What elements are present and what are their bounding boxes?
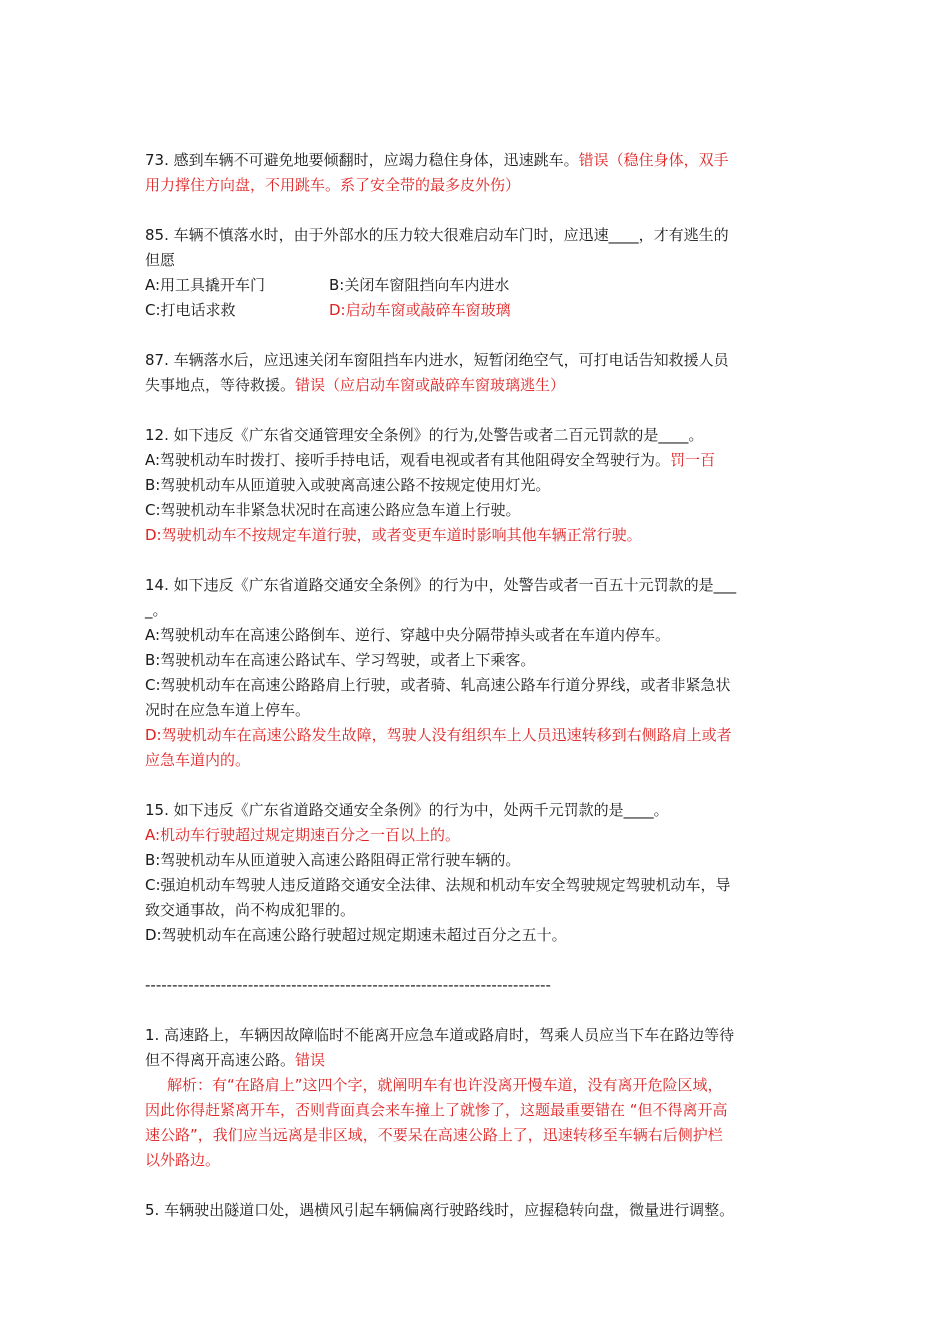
- question-stem-continuation: [145, 1048, 815, 1073]
- question-stem: 87. 车辆落水后，应迅速关闭车窗阻挡车内进水，短暂闭绝空气，可打电话告知救援人员: [145, 351, 729, 369]
- question-85: [145, 223, 815, 323]
- document-content: [145, 148, 815, 1248]
- answer-text: 错误（应启动车窗或敲碎车窗玻璃逃生）: [295, 376, 566, 394]
- option-c-continuation: 致交通事故，尚不构成犯罪的。: [145, 901, 356, 919]
- question-stem: 5. 车辆驶出隧道口处，遇横风引起车辆偏离行驶路线时，应握稳转向盘，微量进行调整。: [145, 1201, 735, 1219]
- option-b: B:驾驶机动车在高速公路试车、学习驾驶，或者上下乘客。: [145, 651, 536, 669]
- question-text: [145, 148, 815, 173]
- option-d: D:驾驶机动车在高速公路行驶超过规定期速未超过百分之五十。: [145, 926, 567, 944]
- question-text: 但不得离开高速公路。: [145, 1051, 296, 1069]
- option-b: B:驾驶机动车从匝道驶入或驶离高速公路不按规定使用灯光。: [145, 476, 551, 494]
- option-a-correct: A:机动车行驶超过规定期速百分之一百以上的。: [145, 826, 461, 844]
- question-stem: 1. 高速路上，车辆因故障临时不能离开应急车道或路肩时，驾乘人员应当下车在路边等待: [145, 1026, 735, 1044]
- question-87: [145, 348, 815, 398]
- question-stem: 14. 如下违反《广东省道路交通安全条例》的行为中，处警告或者一百五十元罚款的是___: [145, 576, 737, 594]
- explanation-line: 以外路边。: [145, 1151, 221, 1169]
- question-73: [145, 148, 815, 198]
- option-d-correct: D:启动车窗或敲碎车窗玻璃: [329, 301, 511, 319]
- option-c: C:驾驶机动车在高速公路路肩上行驶，或者骑、轧高速公路车行道分界线，或者非紧急状: [145, 676, 731, 694]
- option-a: [145, 448, 815, 473]
- question-text: 失事地点，等待救援。: [145, 376, 296, 394]
- option-note: 罚一百: [670, 451, 716, 469]
- question-12: [145, 423, 815, 548]
- explanation-line: 解析：有“在路肩上”这四个字，就阐明车有也许没离开慢车道，没有离开危险区域，: [167, 1076, 723, 1094]
- question-15: [145, 798, 815, 948]
- question-stem: 73. 感到车辆不可避免地要倾翻时，应竭力稳住身体，迅速跳车。: [145, 151, 579, 169]
- answer-text: 错误（稳住身体，双手: [578, 151, 729, 169]
- options-row: [145, 298, 815, 323]
- option-b: B:关闭车窗阻挡向车内进水: [329, 276, 510, 294]
- option-c: C:打电话求救: [145, 301, 236, 319]
- question-stem-continuation: _。: [145, 601, 168, 619]
- option-d-correct: D:驾驶机动车在高速公路发生故障，驾驶人没有组织车上人员迅速转移到右侧路肩上或者: [145, 726, 732, 744]
- option-d-correct: D:驾驶机动车不按规定车道行驶，或者变更车道时影响其他车辆正常行驶。: [145, 526, 642, 544]
- question-14: [145, 573, 815, 773]
- option-b: B:驾驶机动车从匝道驶入高速公路阻碍正常行驶车辆的。: [145, 851, 521, 869]
- option-a: A:驾驶机动车在高速公路倒车、逆行、穿越中央分隔带掉头或者在车道内停车。: [145, 626, 671, 644]
- question-stem: 85. 车辆不慎落水时，由于外部水的压力较大很难启动车门时，应迅速____，才有逃生的: [145, 226, 729, 244]
- question-stem-continuation: [145, 373, 815, 398]
- option-c: C:驾驶机动车非紧急状况时在高速公路应急车道上行驶。: [145, 501, 521, 519]
- answer-text: 错误: [295, 1051, 326, 1069]
- question-1: [145, 1023, 815, 1173]
- question-stem: 12. 如下违反《广东省交通管理安全条例》的行为,处警告或者二百元罚款的是____。: [145, 426, 704, 444]
- answer-continuation: 用力撑住方向盘，不用跳车。系了安全带的最多皮外伤）: [145, 176, 521, 194]
- option-text: A:驾驶机动车时拨打、接听手持电话，观看电视或者有其他阻碍安全驾驶行为。: [145, 451, 671, 469]
- question-5: [145, 1198, 815, 1223]
- option-c-continuation: 况时在应急车道上停车。: [145, 701, 311, 719]
- question-stem-continuation: 但愿: [145, 251, 176, 269]
- option-c: C:强迫机动车驾驶人违反道路交通安全法律、法规和机动车安全驾驶规定驾驶机动车，导: [145, 876, 731, 894]
- question-stem: 15. 如下违反《广东省道路交通安全条例》的行为中，处两千元罚款的是____。: [145, 801, 669, 819]
- options-row: [145, 273, 815, 298]
- explanation-line: 速公路”，我们应当远离是非区域，不要呆在高速公路上了，迅速转移至车辆右后侧护栏: [145, 1126, 723, 1144]
- separator-line: ---------------------------------------------------------------------------: [145, 976, 551, 994]
- option-a: A:用工具撬开车门: [145, 276, 266, 294]
- option-d-continuation: 应急车道内的。: [145, 751, 251, 769]
- explanation-line: 因此你得赶紧离开车，否则背面真会来车撞上了就惨了，这题最重要错在 “但不得离开高: [145, 1101, 728, 1119]
